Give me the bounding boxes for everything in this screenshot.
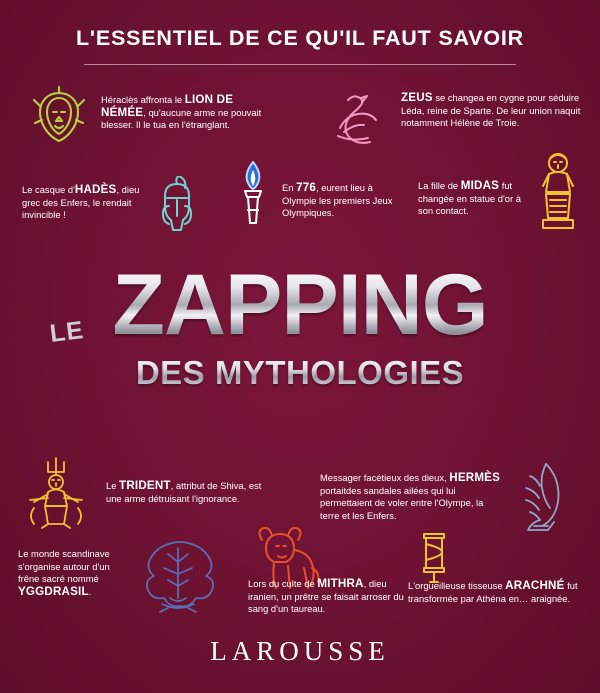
fact-text: ZEUS se changea en cygne pour séduire Léda, reine de Sparte. De leur union naquit notamment Hélène de Troie. xyxy=(401,91,581,129)
fact-text: L'orgueilleuse tisseuse ARACHNÉ fut transformée par Athéna en… araignée. xyxy=(408,579,578,604)
fact-text: Lors du culte de MITHRA, dieu iranien, un prêtre se faisait arroser du sang d'un taureau. xyxy=(248,577,404,615)
title-subtitle: DES MYTHOLOGIES xyxy=(135,354,465,391)
golden-statue-icon xyxy=(530,150,586,241)
fact-text: Le monde scandinave s'organise autour d'un frêne sacré nommé YGGDRASIL. xyxy=(18,548,110,598)
shiva-icon xyxy=(18,452,94,535)
publisher-logo: LAROUSSE xyxy=(210,636,390,666)
winged-sandal-icon xyxy=(510,458,572,541)
header xyxy=(0,26,600,65)
swan-icon xyxy=(328,88,388,151)
fact-text: Le casque d'HADÈS, dieu grec des Enfers, le rendait invincible ! xyxy=(22,183,140,221)
page-title: L'ESSENTIEL DE CE QU'IL FAUT SAVOIR xyxy=(76,26,524,50)
lion-head-icon xyxy=(28,86,90,153)
title-le: LE xyxy=(48,316,86,348)
fact-text: Le TRIDENT, attribut de Shiva, est une arme détruisant l'ignorance. xyxy=(106,479,262,504)
fact-text: En 776, eurent lieu à Olympie les premiers Jeux Olympiques. xyxy=(282,181,393,219)
fact-text: La fille de MIDAS fut changée en statue d'or à son contact. xyxy=(418,179,521,217)
torch-icon xyxy=(232,158,274,235)
tree-icon xyxy=(132,532,224,621)
fact-text: Héraclès affronta le LION DE NÉMÉE, qu'aucune arme ne pouvait blesser. Il le tua en l'étranglant. xyxy=(101,93,262,131)
header-divider xyxy=(84,64,516,65)
fact-text: Messager facétieux des dieux, HERMÈS portaitdes sandales ailées qui lui permettaient de voler entre l'Olympe, la terre et les Enfers. xyxy=(320,471,501,521)
cover-title xyxy=(0,257,600,392)
title-main: ZAPPING xyxy=(108,262,491,348)
helmet-icon xyxy=(149,176,207,243)
